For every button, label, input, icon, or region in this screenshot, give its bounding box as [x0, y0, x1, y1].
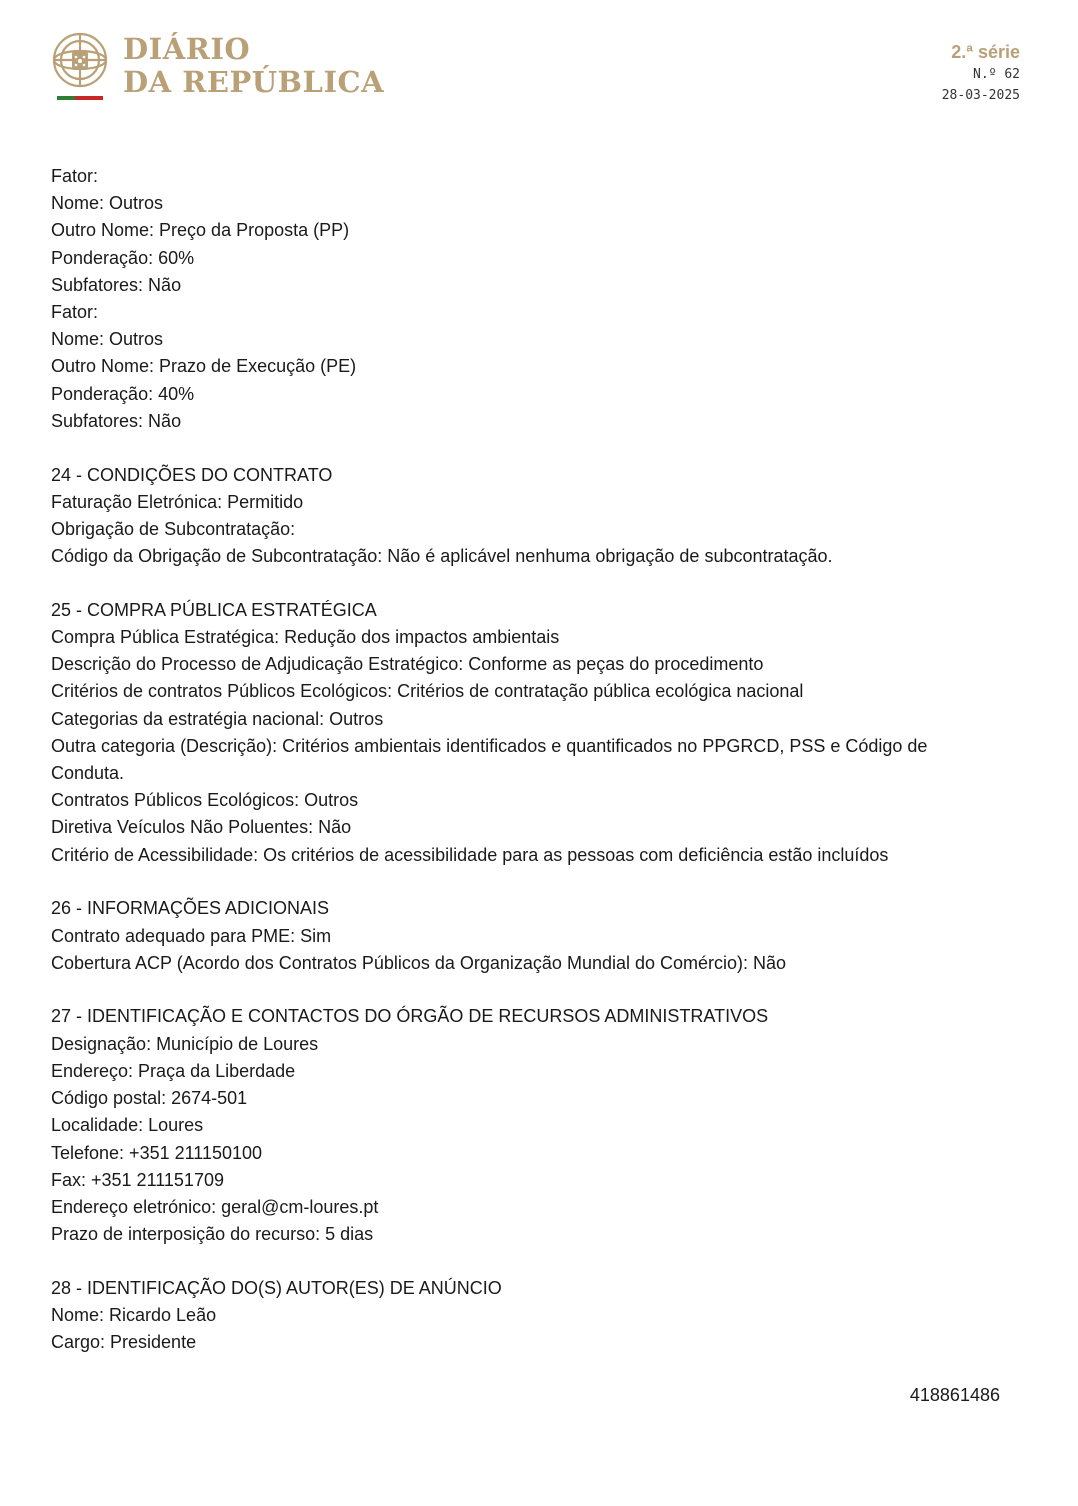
section-heading: 25 - COMPRA PÚBLICA ESTRATÉGICA	[51, 599, 377, 620]
text-line: Subfatores: Não	[51, 410, 182, 431]
brand-line-2: DA REPÚBLICA	[123, 65, 385, 99]
text-line: Nome: Ricardo Leão	[51, 1305, 217, 1326]
page-header	[0, 0, 1078, 130]
text-line: Contratos Públicos Ecológicos: Outros	[51, 790, 359, 811]
document-section	[51, 597, 1011, 869]
section-heading: 26 - INFORMAÇÕES ADICIONAIS	[51, 898, 330, 919]
section-heading: 28 - IDENTIFICAÇÃO DO(S) AUTOR(ES) DE ANÚNCIO	[51, 1277, 502, 1298]
text-line: Cargo: Presidente	[51, 1332, 197, 1353]
document-body	[51, 163, 1011, 1383]
text-line: Nome: Outros	[51, 193, 164, 214]
brand-line-1: DIÁRIO	[123, 32, 251, 66]
text-line: Diretiva Veículos Não Poluentes: Não	[51, 817, 352, 838]
text-line: Cobertura ACP (Acordo dos Contratos Públicos da Organização Mundial do Comércio): Não	[51, 952, 787, 973]
text-line: Endereço: Praça da Liberdade	[51, 1060, 296, 1081]
issue-number: N.º 62	[973, 67, 1020, 82]
text-line: Código da Obrigação de Subcontratação: Não é aplicável nenhuma obrigação de subcontratação.	[51, 546, 833, 567]
text-line: Critério de Acessibilidade: Os critérios de acessibilidade para as pessoas com deficiência estão incluídos	[51, 844, 889, 865]
text-line: Ponderação: 60%	[51, 247, 195, 268]
text-line: Outro Nome: Prazo de Execução (PE)	[51, 356, 357, 377]
text-line: Nome: Outros	[51, 329, 164, 350]
text-line: Fax: +351 211151709	[51, 1169, 224, 1190]
document-code: 418861486	[909, 1385, 1000, 1405]
issue-date: 28-03-2025	[941, 88, 1020, 103]
text-line: Outro Nome: Preço da Proposta (PP)	[51, 220, 350, 241]
text-line: Subfatores: Não	[51, 274, 182, 295]
text-line: Critérios de contratos Públicos Ecológicos: Critérios de contratação pública ecológica nacional	[51, 681, 804, 702]
text-line: Código postal: 2674-501	[51, 1088, 248, 1109]
document-section	[51, 163, 1011, 435]
document-section	[51, 1275, 1011, 1357]
section-heading: 24 - CONDIÇÕES DO CONTRATO	[51, 464, 333, 485]
text-line: Faturação Eletrónica: Permitido	[51, 491, 304, 512]
text-line: Obrigação de Subcontratação:	[51, 518, 296, 539]
text-line: Contrato adequado para PME: Sim	[51, 925, 332, 946]
text-line: Designação: Município de Loures	[51, 1033, 319, 1054]
text-line: Prazo de interposição do recurso: 5 dias	[51, 1224, 374, 1245]
section-heading: 27 - IDENTIFICAÇÃO E CONTACTOS DO ÓRGÃO DE RECURSOS ADMINISTRATIVOS	[51, 1006, 769, 1027]
document-section	[51, 1003, 1011, 1248]
brand-wordmark	[123, 33, 384, 99]
text-line: Fator:	[51, 302, 99, 323]
text-line: Conduta.	[51, 763, 125, 784]
text-line: Telefone: +351 211150100	[51, 1142, 263, 1163]
series-label: 2.ª série	[951, 42, 1020, 62]
document-section	[51, 895, 1011, 977]
document-section	[51, 462, 1011, 571]
text-line: Fator:	[51, 166, 99, 186]
armillary-sphere-emblem-icon	[50, 32, 110, 102]
text-line: Ponderação: 40%	[51, 383, 195, 404]
text-line: Categorias da estratégia nacional: Outros	[51, 708, 384, 729]
text-line: Outra categoria (Descrição): Critérios ambientais identificados e quantificados no PPGRCD, PSS e Código de	[51, 735, 928, 756]
text-line: Endereço eletrónico: geral@cm-loures.pt	[51, 1196, 379, 1217]
text-line: Localidade: Loures	[51, 1115, 204, 1136]
text-line: Descrição do Processo de Adjudicação Estratégico: Conforme as peças do procedimento	[51, 654, 764, 675]
text-line: Compra Pública Estratégica: Redução dos impactos ambientais	[51, 627, 560, 648]
issue-meta	[942, 40, 1020, 106]
